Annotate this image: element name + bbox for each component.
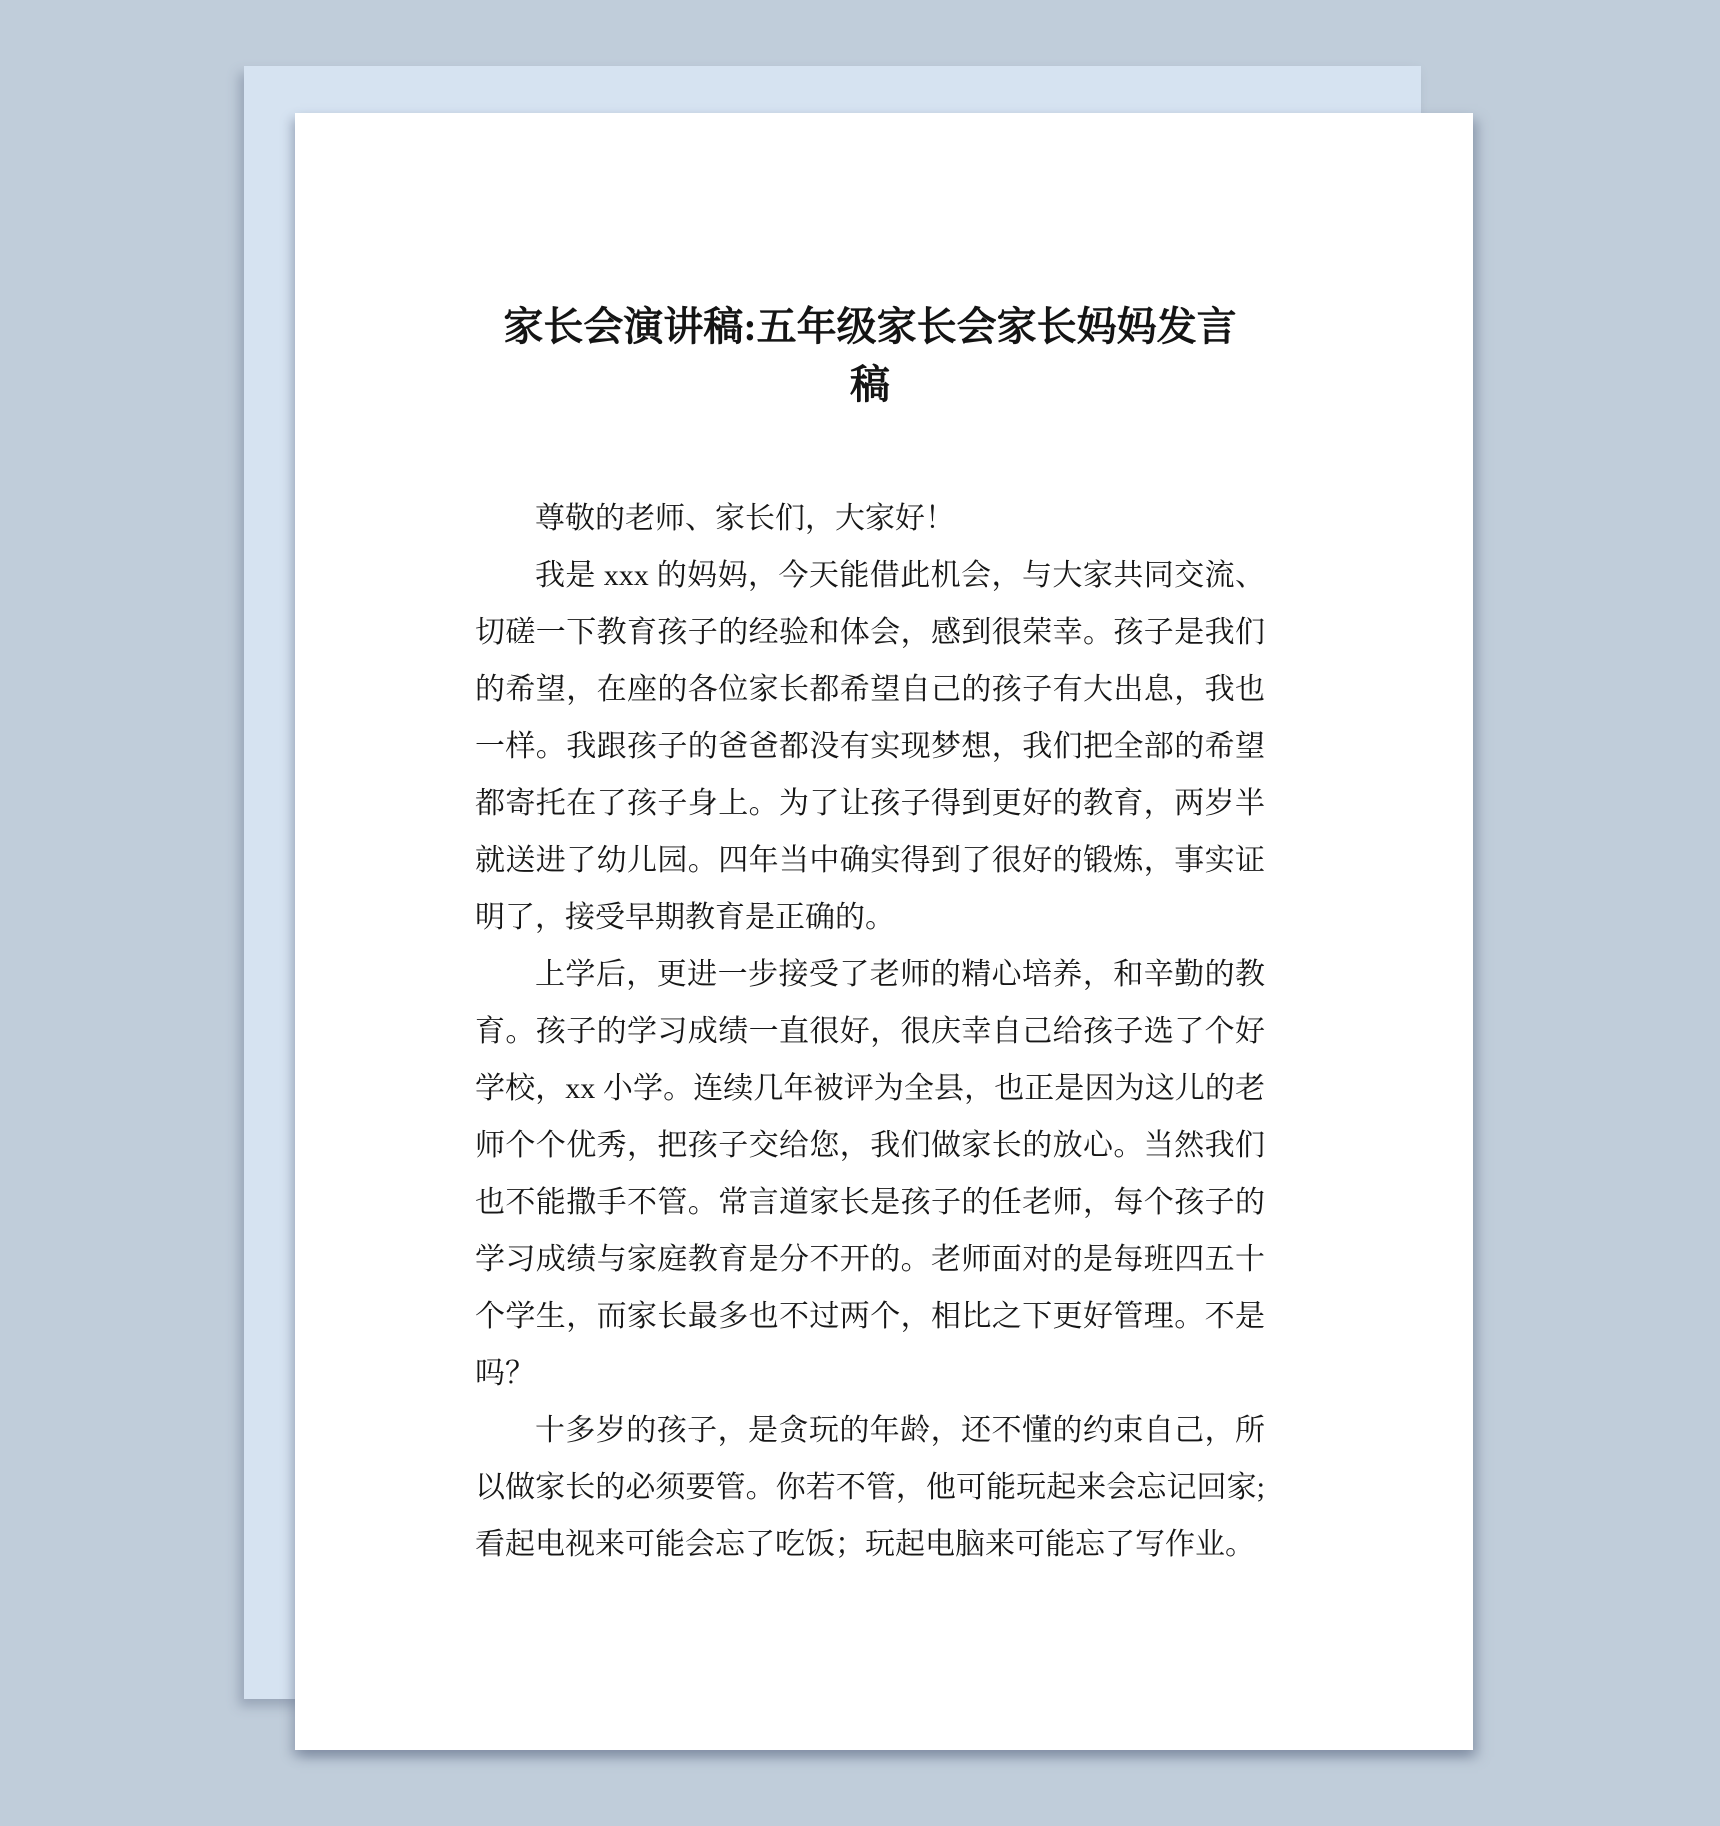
document-paragraph: 十多岁的孩子，是贪玩的年龄，还不懂的约束自己，所以做家长的必须要管。你若不管，他可能玩起来会忘记回家;看起电视来可能会忘了吃饭；玩起电脑来可能忘了写作业。 [475,1414,1265,1561]
document-paragraph: 我是 xxx 的妈妈，今天能借此机会，与大家共同交流、切磋一下教育孩子的经验和体会，感到很荣幸。孩子是我们的希望，在座的各位家长都希望自己的孩子有大出息，我也一样。我跟孩子的爸爸都没有实现梦想，我们把全部的希望都寄托在了孩子身上。为了让孩子得到更好的教育，两岁半就送进了幼儿园。四年当中确实得到了很好的锻炼，事实证明了，接受早期教育是正确的。 [475,559,1265,934]
document-title: 家长会演讲稿:五年级家长会家长妈妈发言稿 [503,304,1237,407]
document-body [475,490,1265,1573]
document-page [295,113,1473,1750]
document-paragraph-greeting: 尊敬的老师、家长们，大家好！ [535,502,955,535]
document-paragraph: 上学后，更进一步接受了老师的精心培养，和辛勤的教育。孩子的学习成绩一直很好，很庆幸自己给孩子选了个好学校，xx 小学。连续几年被评为全县，也正是因为这儿的老师个个优秀，把孩子交给您，我们做家长的放心。当然我们也不能撒手不管。常言道家长是孩子的任老师，每个孩子的学习成绩与家庭教育是分不开的。老师面对的是每班四五十个学生，而家长最多也不过两个，相比之下更好管理。不是吗？ [475,958,1265,1390]
